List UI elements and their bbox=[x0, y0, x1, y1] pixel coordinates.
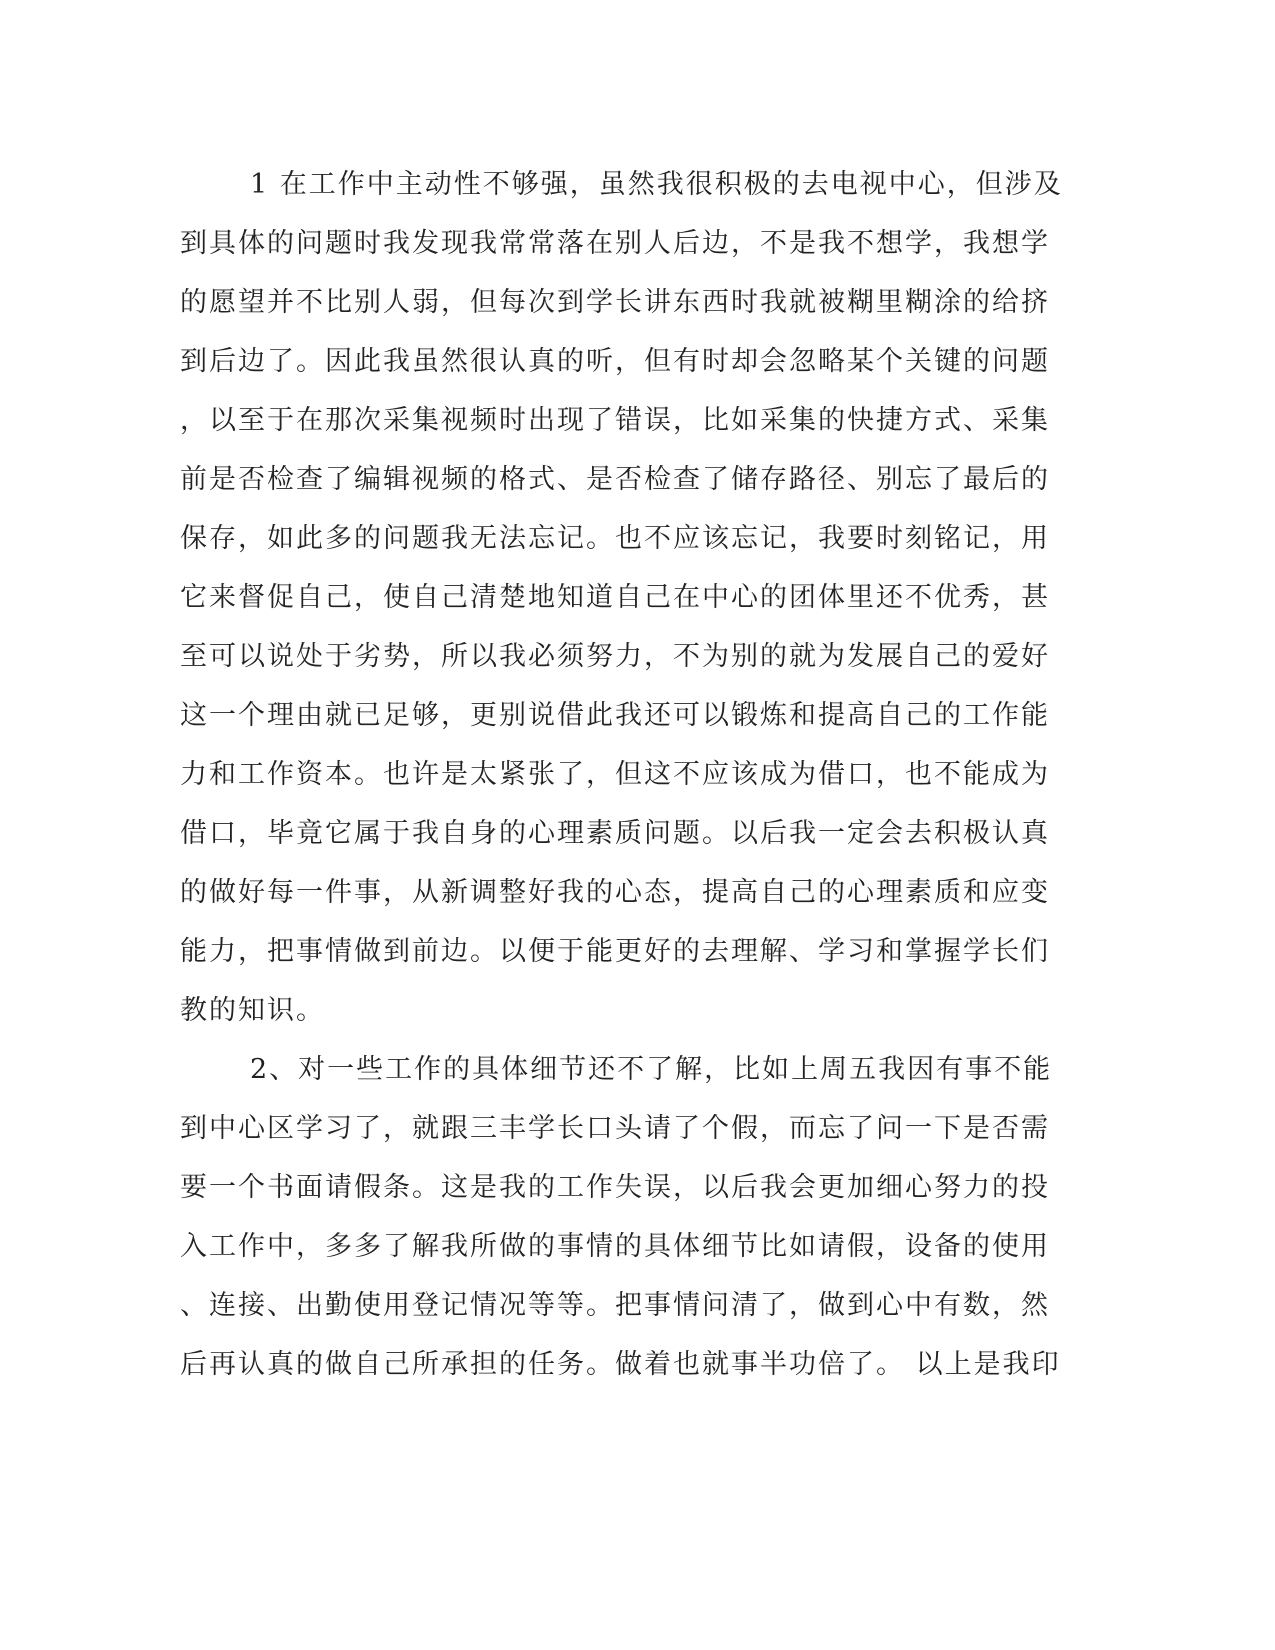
text-line: 至可以说处于劣势，所以我必须努力，不为别的就为发展自己的爱好 bbox=[180, 641, 1050, 672]
body-text bbox=[180, 155, 1063, 1394]
text-line: 到后边了。因此我虽然很认真的听，但有时却会忽略某个关键的问题 bbox=[180, 346, 1050, 377]
text-line: 这一个理由就已足够，更别说借此我还可以锻炼和提高自己的工作能 bbox=[180, 700, 1050, 731]
paragraph-1 bbox=[180, 155, 1063, 1040]
text-line: 2、对一些工作的具体细节还不了解，比如上周五我因有事不能 bbox=[250, 1054, 1053, 1085]
text-line: 前是否检查了编辑视频的格式、是否检查了储存路径、别忘了最后的 bbox=[180, 464, 1050, 495]
text-line: 的做好每一件事，从新调整好我的心态，提高自己的心理素质和应变 bbox=[180, 877, 1050, 908]
text-line: 要一个书面请假条。这是我的工作失误，以后我会更加细心努力的投 bbox=[180, 1172, 1050, 1203]
text-line: 到具体的问题时我发现我常常落在别人后边，不是我不想学，我想学 bbox=[180, 228, 1050, 259]
text-line: 借口，毕竟它属于我自身的心理素质问题。以后我一定会去积极认真 bbox=[180, 818, 1050, 849]
text-line: ，以至于在那次采集视频时出现了错误，比如采集的快捷方式、采集 bbox=[180, 405, 1050, 436]
text-line: 能力，把事情做到前边。以便于能更好的去理解、学习和掌握学长们 bbox=[180, 936, 1050, 967]
text-line: 力和工作资本。也许是太紧张了，但这不应该成为借口，也不能成为 bbox=[180, 759, 1050, 790]
text-line: 保存，如此多的问题我无法忘记。也不应该忘记，我要时刻铭记，用 bbox=[180, 523, 1050, 554]
paragraph-2 bbox=[180, 1040, 1061, 1394]
text-line: 到中心区学习了，就跟三丰学长口头请了个假，而忘了问一下是否需 bbox=[180, 1113, 1050, 1144]
text-line: 、连接、出勤使用登记情况等等。把事情问清了，做到心中有数，然 bbox=[180, 1290, 1050, 1321]
text-line: 后再认真的做自己所承担的任务。做着也就事半功倍了。 以上是我印 bbox=[180, 1349, 1061, 1380]
text-line: 入工作中，多多了解我所做的事情的具体细节比如请假，设备的使用 bbox=[180, 1231, 1050, 1262]
text-line: 它来督促自己，使自己清楚地知道自己在中心的团体里还不优秀，甚 bbox=[180, 582, 1050, 613]
text-line: 教的知识。 bbox=[180, 995, 325, 1026]
text-line: 1 在工作中主动性不够强，虽然我很积极的去电视中心，但涉及 bbox=[250, 169, 1063, 200]
text-line: 的愿望并不比别人弱，但每次到学长讲东西时我就被糊里糊涂的给挤 bbox=[180, 287, 1050, 318]
